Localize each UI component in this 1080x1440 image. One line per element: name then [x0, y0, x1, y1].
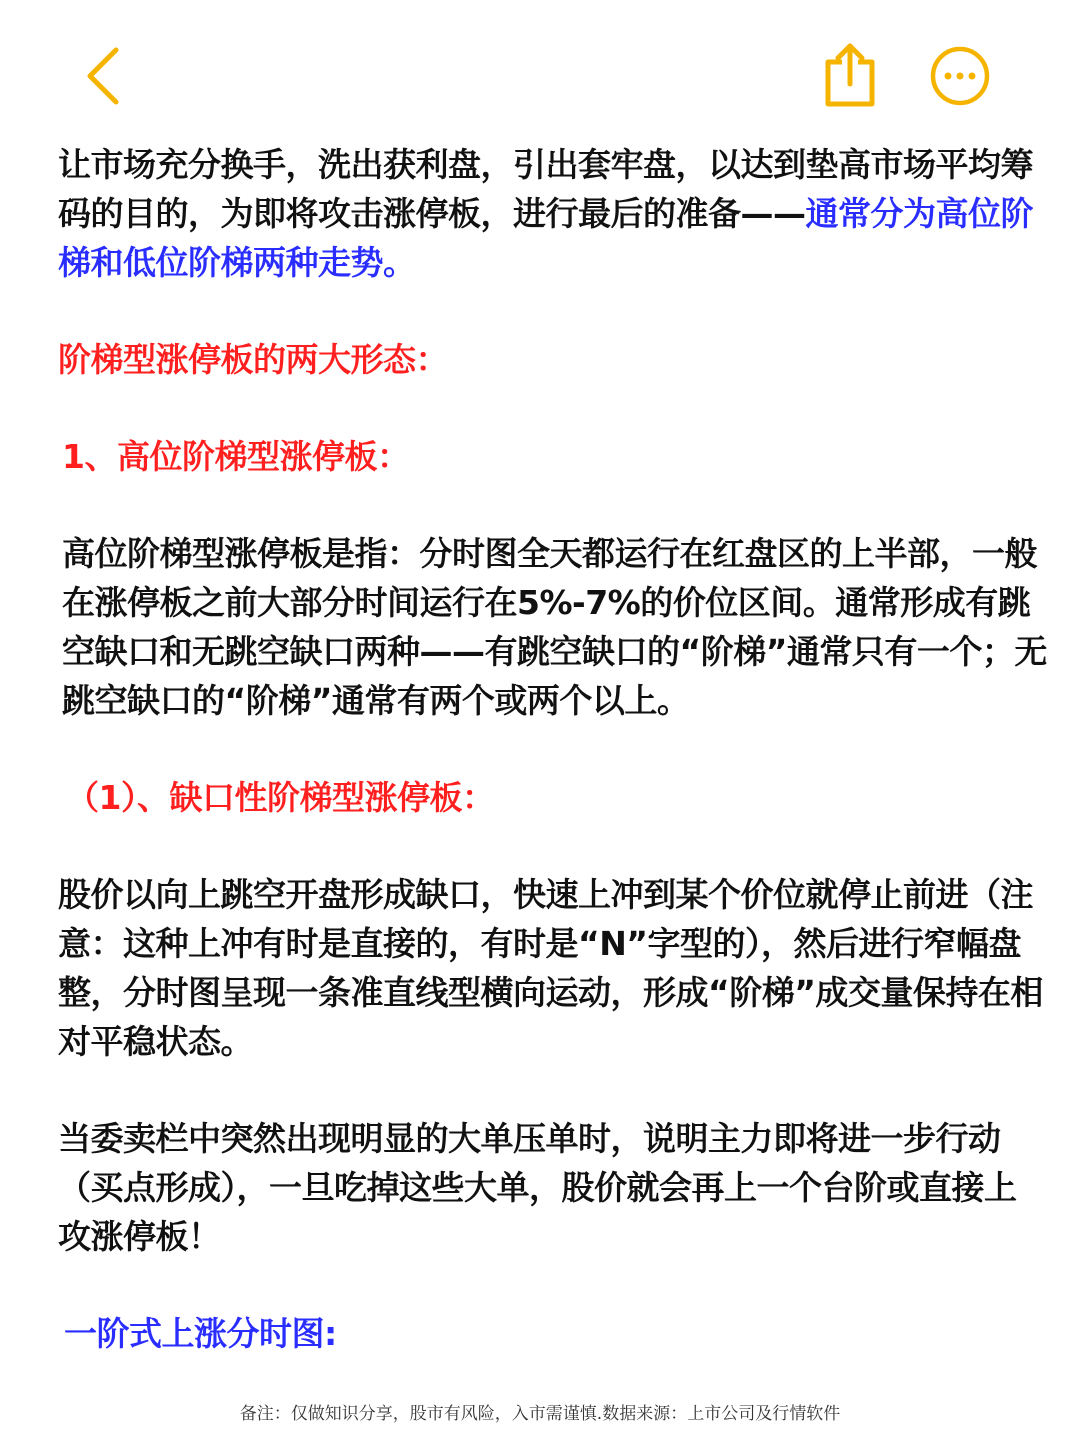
paragraph-gap-ladder: 股价以向上跳空开盘形成缺口，快速上冲到某个价位就停止前进（注意：这种上冲有时是直接的，有时是“N”字型的），然后进行窄幅盘整，分时图呈现一条准直线型横向运动，形成“阶梯”成交量保持在相对平稳状态。 [58, 875, 1043, 1061]
paragraph-intro-text: 让市场充分换手，洗出获利盘，引出套牢盘，以达到垫高市场平均筹码的目的，为即将攻击涨停板，进行最后的准备—— [58, 145, 1033, 233]
article-body [58, 140, 1048, 1358]
share-icon[interactable] [820, 40, 880, 110]
footer-disclaimer: 备注：仅做知识分享，股市有风险，入市需谨慎.数据来源：上市公司及行情软件 [239, 1404, 841, 1424]
subheading-high-ladder: 1、高位阶梯型涨停板： [62, 437, 410, 476]
paragraph-high-ladder: 高位阶梯型涨停板是指：分时图全天都运行在红盘区的上半部，一般在涨停板之前大部分时间运行在5%-7%的价位区间。通常形成有跳空缺口和无跳空缺口两种——有跳空缺口的“阶梯”通常只有一个；无跳空缺口的“阶梯”通常有两个或两个以上。 [62, 534, 1047, 720]
paragraph-sell-order: 当委卖栏中突然出现明显的大单压单时，说明主力即将进一步行动（买点形成），一旦吃掉这些大单，股价就会再上一个台阶或直接上攻涨停板！ [58, 1119, 1017, 1256]
chevron-left-icon[interactable] [78, 44, 128, 108]
subheading-one-step-chart: 一阶式上涨分时图: [64, 1314, 337, 1353]
top-toolbar [0, 0, 1080, 140]
more-icon[interactable] [928, 44, 992, 108]
subheading-gap-ladder: （1）、缺口性阶梯型涨停板： [66, 778, 495, 817]
paragraph-intro-highlight: 通常分为高位阶梯和低位阶梯两种走势。 [58, 194, 1033, 282]
paragraph-intro [58, 140, 1048, 287]
section-heading-forms: 阶梯型涨停板的两大形态： [58, 340, 448, 379]
